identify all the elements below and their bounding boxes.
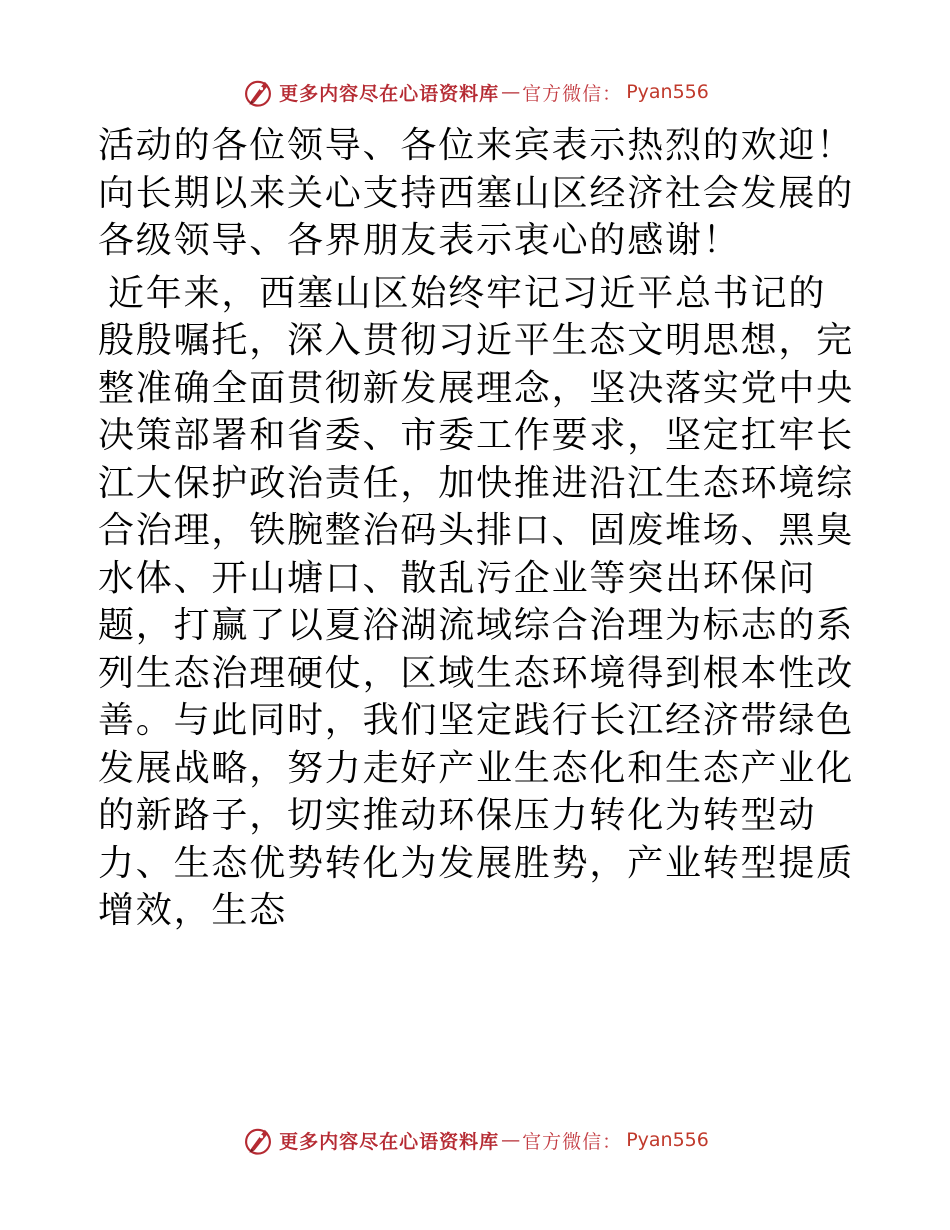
document-body [98,122,858,935]
pen-nib-logo-icon [241,1123,275,1157]
watermark-contact-id: Pyan556 [626,1129,709,1151]
footer-watermark [0,1120,950,1160]
watermark-dash: — [501,81,521,103]
pen-nib-logo-icon [241,75,275,109]
watermark-dash: — [501,1129,521,1151]
watermark-contact-label: 官方微信： [522,82,623,105]
watermark-contact-label: 官方微信： [522,1130,623,1153]
paragraph-1: 活动的各位领导、各位来宾表示热烈的欢迎！向长期以来关心支持西塞山区经济社会发展的各级领导、各界朋友表示衷心的感谢！ [98,125,855,261]
watermark-main-text: 更多内容尽在心语资料库 [279,1130,500,1153]
header-watermark [0,72,950,112]
watermark-contact-id: Pyan556 [626,81,709,103]
paragraph-2: 近年来，西塞山区始终牢记习近平总书记的殷殷嘱托，深入贯彻习近平生态文明思想，完整准确全面贯彻新发展理念，坚决落实党中央决策部署和省委、市委工作要求，坚定扛牢长江大保护政治责任，加快推进沿江生态环境综合治理，铁腕整治码头排口、固废堆场、黑臭水体、开山塘口、散乱污企业等突出环保问题，打赢了以夏浴湖流域综合治理为标志的系列生态治理硬仗，区域生态环境得到根本性改善。与此同时，我们坚定践行长江经济带绿色发展战略，努力走好产业生态化和生态产业化的新路子，切实推动环保压力转化为转型动力、生态优势转化为发展胜势，产业转型提质增效，生态 [98,272,855,931]
watermark-main-text: 更多内容尽在心语资料库 [279,82,500,105]
